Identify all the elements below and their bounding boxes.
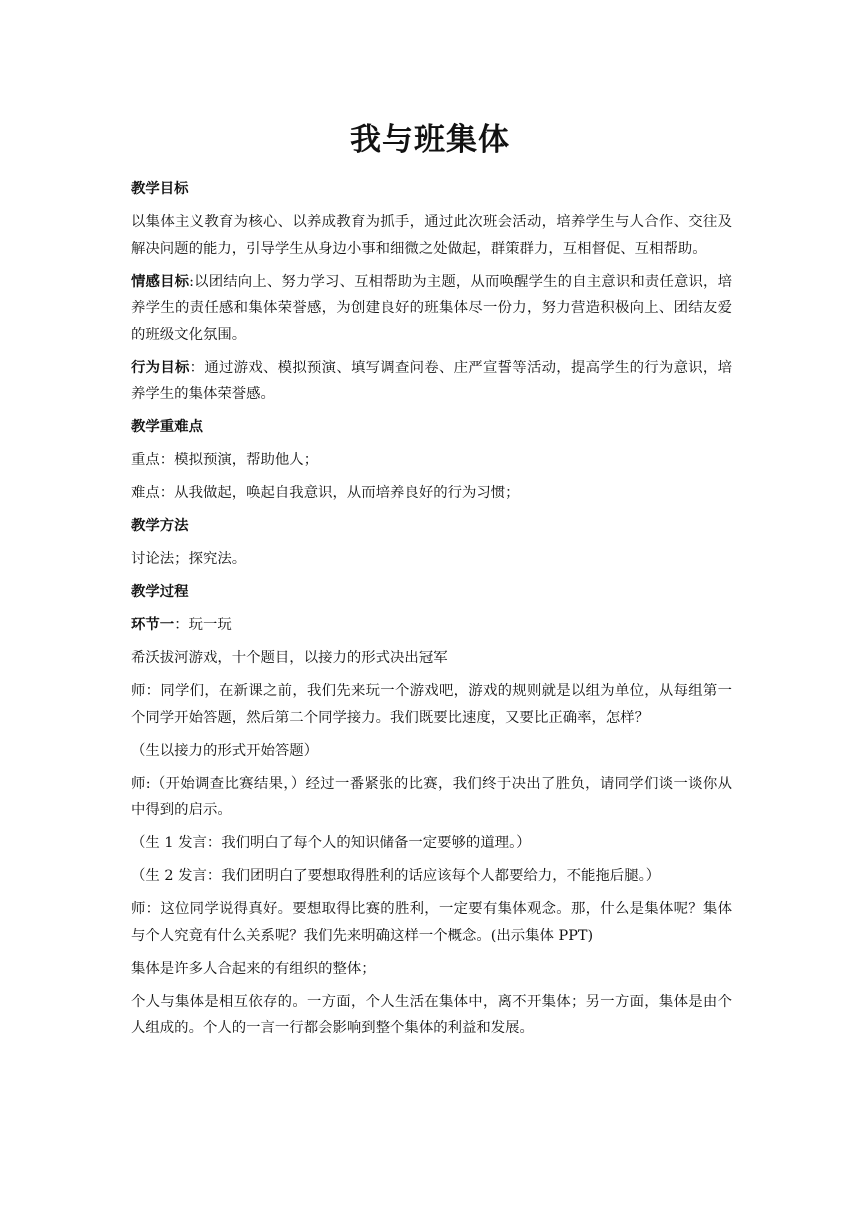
step-one-text: ：玩一玩 <box>174 617 232 633</box>
teacher-remark-2: 师:（开始调查比赛结果，）经过一番紧张的比赛，我们终于决出了胜负，请同学们谈一谈你从中得到的启示。 <box>131 775 732 818</box>
step-one-paragraph <box>131 612 732 639</box>
teaching-process-heading: 教学过程 <box>131 584 189 600</box>
emotion-goal-label: 情感目标 <box>131 273 190 290</box>
behavior-goal-label: 行为目标 <box>131 359 190 376</box>
individual-collective-relation: 个人与集体是相互依存的。一方面，个人生活在集体中，离不开集体；另一方面，集体是由个人组成的。个人的一言一行都会影响到整个集体的利益和发展。 <box>131 993 732 1036</box>
game-description: 希沃拔河游戏，十个题目，以接力的形式决出冠军 <box>131 650 448 666</box>
collective-definition: 集体是许多人合起来的有组织的整体； <box>131 960 376 977</box>
emotion-goal-paragraph <box>131 269 732 349</box>
teacher-remark-3: 师：这位同学说得真好。要想取得比赛的胜利，一定要有集体观念。那，什么是集体呢？集体与个人究竟有什么关系呢？我们先来明确这样一个概念。(出示集体 PPT) <box>131 901 732 944</box>
document-body <box>131 176 732 1048</box>
teacher-remark-1: 师：同学们，在新课之前，我们先来玩一个游戏吧，游戏的规则就是以组为单位，从每组第一个同学开始答题，然后第二个同学接力。我们既要比速度，又要比正确率，怎样？ <box>131 683 732 726</box>
student-remark-1: （生 1 发言：我们明白了每个人的知识储备一定要够的道理。） <box>131 835 531 851</box>
student-action: （生以接力的形式开始答题） <box>131 742 319 759</box>
teaching-method-heading: 教学方法 <box>131 518 189 534</box>
page-title: 我与班集体 <box>350 122 510 158</box>
key-points-heading: 教学重难点 <box>131 419 203 435</box>
student-remark-2: （生 2 发言：我们团明白了要想取得胜利的话应该每个人都要给力，不能拖后腿。） <box>131 868 661 884</box>
teaching-goals-text: 以集体主义教育为核心、以养成教育为抓手，通过此次班会活动，培养学生与人合作、交往及解决问题的能力，引导学生从身边小事和细微之处做起，群策群力，互相督促、互相帮助。 <box>131 214 732 257</box>
teaching-goals-heading: 教学目标 <box>131 181 189 197</box>
step-one-label: 环节一 <box>131 617 175 633</box>
teaching-method-text: 讨论法；探究法。 <box>131 551 247 567</box>
behavior-goal-paragraph <box>131 355 732 408</box>
behavior-goal-text: ：通过游戏、模拟预演、填写调查问卷、庄严宣誓等活动，提高学生的行为意识，培养学生的集体荣誉感。 <box>131 359 732 402</box>
key-point-text: 重点：模拟预演，帮助他人； <box>131 452 319 468</box>
difficult-point-text: 难点：从我做起，唤起自我意识，从而培养良好的行为习惯； <box>131 485 520 501</box>
emotion-goal-text: :以团结向上、努力学习、互相帮助为主题，从而唤醒学生的自主意识和责任意识，培养学生的责任感和集体荣誉感，为创建良好的班集体尽一份力，努力营造积极向上、团结友爱的班级文化氛围。 <box>131 273 732 343</box>
